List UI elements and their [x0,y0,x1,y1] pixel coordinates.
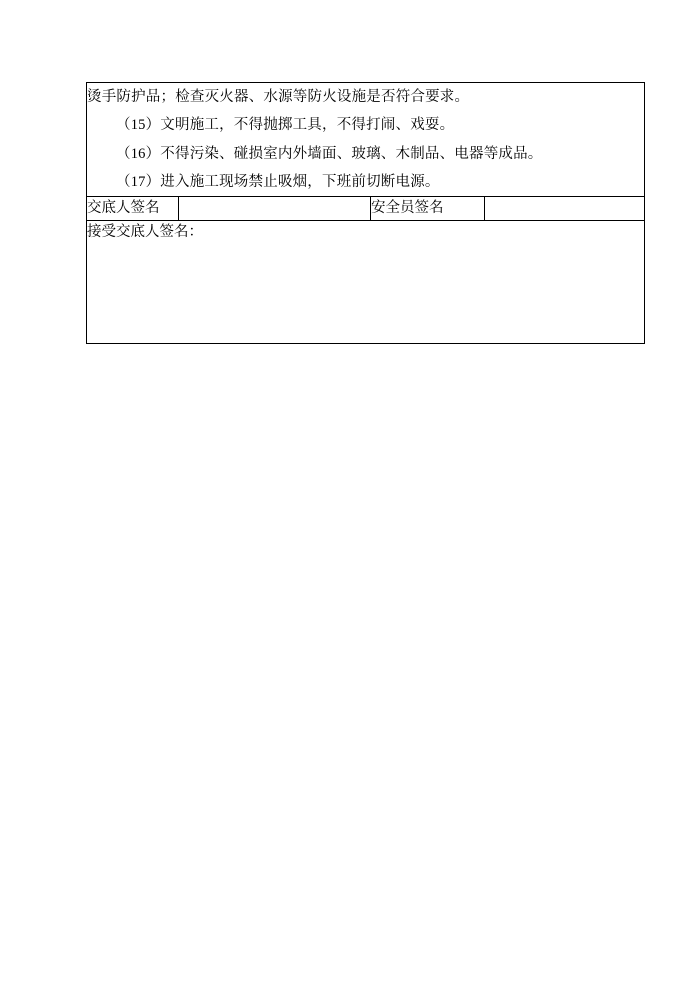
paragraph-item-16: （16）不得污染、碰损室内外墙面、玻璃、木制品、电器等成品。 [116,145,543,162]
body-text-cell [87,83,645,197]
safety-officer-signature-label: 安全员签名 [371,197,485,221]
table-row-receivers [87,221,645,344]
safety-briefing-table [86,82,645,344]
paragraph-continuation: 烫手防护品；检查灭火器、水源等防火设施是否符合要求。 [87,89,470,105]
table-row-signatures [87,197,645,221]
paragraph-item-17: （17）进入施工现场禁止吸烟，下班前切断电源。 [116,173,440,190]
table-row-body-text [87,83,645,197]
paragraph-item-15: （15）文明施工，不得抛掷工具，不得打闹、戏耍。 [116,117,455,134]
receiver-signature-label: 接受交底人签名： [87,224,203,241]
receiver-signature-cell[interactable] [87,221,645,344]
safety-officer-signature-field[interactable] [485,197,645,221]
presenter-signature-field[interactable] [179,197,371,221]
presenter-signature-label: 交底人签名 [87,197,179,221]
